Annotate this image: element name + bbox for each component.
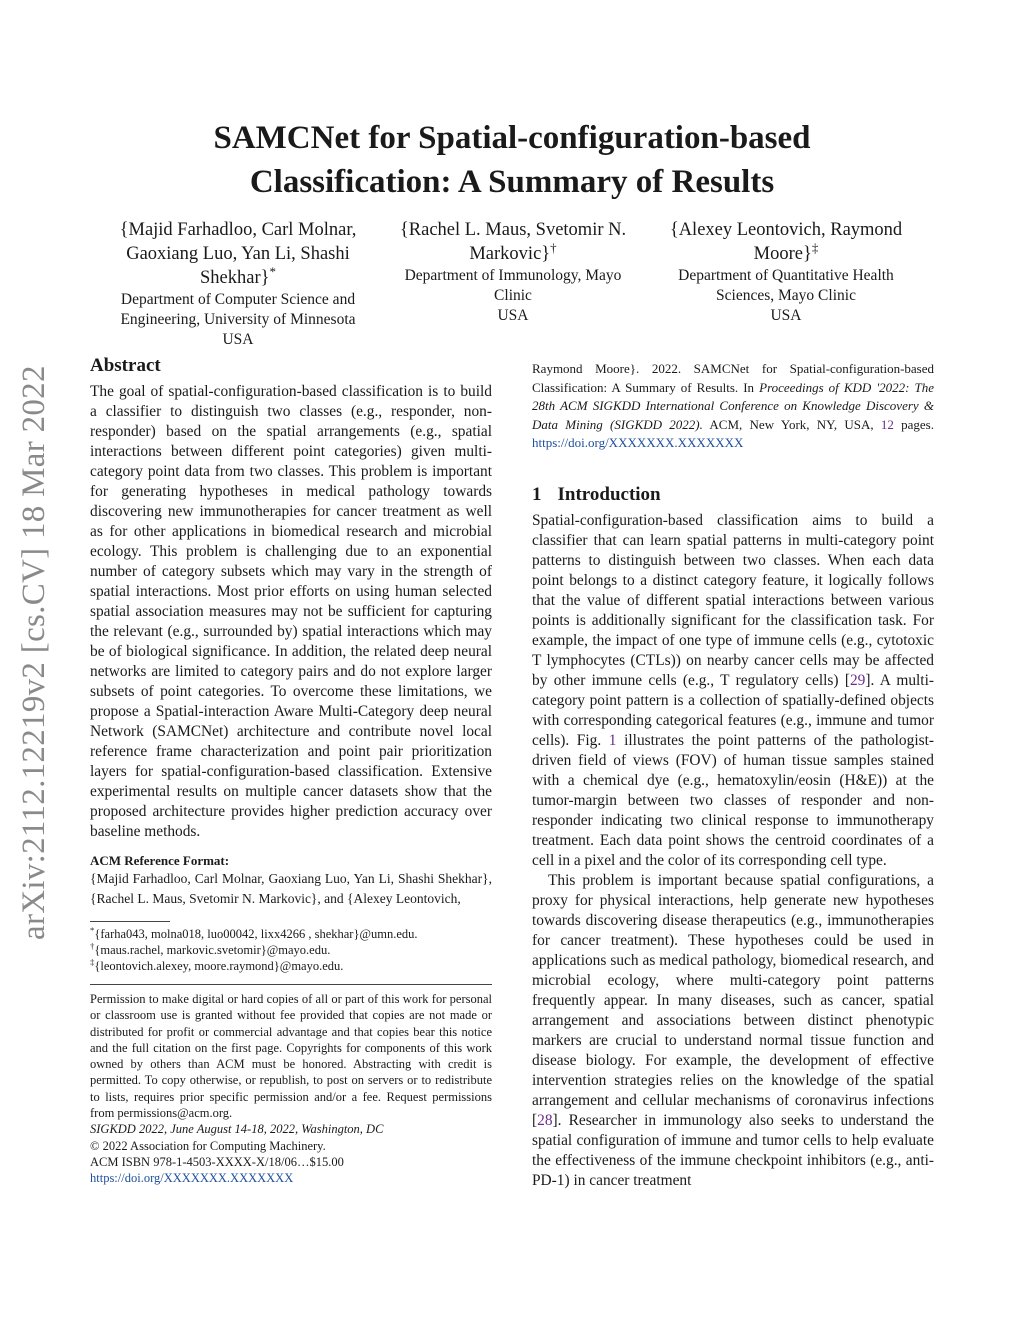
title-line-2: Classification: A Summary of Results [249,164,775,200]
footnote-divider [90,921,170,922]
author-block-3 [648,218,924,326]
pages-count[interactable]: 12 [880,416,894,432]
intro-paragraph-2: This problem is important because spatial configurations, a proxy for physical interactions, help generate new hypotheses towards discovering disease therapeutics (e.g., immunotherapies for cancer treatment). These hypotheses could be used in applications such as medical pathology, biomedical research, and microbial ecology, where multi-category point patterns frequently appear. In many diseases, such as cancer, spatial arrangement and associations between distinct phenotypic markers are crucial to understand normal tissue function and disease biology. For example, the development of effective intervention strategies relies on the knowledge of the spatial arrangement and cellular mechanisms of coronavirus infections [28]. Researcher in immunology also seeks to understand the spatial configuration of immune and tumor cells to help evaluate the effectiveness of the immune checkpoint inhibitors (e.g., anti-PD-1) in cancer treatment [532,871,934,1189]
venue: Proceedings of KDD '2022: The 28th ACM SIGKDD International Conference on Knowledge Discovery & Data Mining (SIGKDD 2022). [532,379,935,432]
intro-paragraph-1: Spatial-configuration-based classification aims to build a classifier that can learn spatial patterns in multi-category point patterns to distinguish between two classes. When each data point belongs to a distinct category feature, it logically follows that the value of different spatial interactions between various points is additionally significant for the classification task. For example, the impact of one type of immune cells (e.g., cytotoxic T lymphocytes (CTLs)) on nearby cancer cells may be affected by other immune cells (e.g., T regulatory cells) [29]. A multi-category point pattern is a collection of spatially-defined objects with corresponding categorical features (e.g., immune and tumor cells). Fig. 1 illustrates the point patterns of the pathologist-driven field of views (FOV) of human tissue samples stained with a chemical dye (e.g., hematoxylin/eosin (H&E)) at the tumor-margin between two classes of responder and non-responder indicating two clinical response to immunotherapy treatment. Each data point shows the centroid coordinates of a cell in a pixel and the color of its corresponding cell type. [532,511,934,869]
permission-text: Permission to make digital or hard copies of all or part of this work for personal or classroom use is granted without fee provided that copies are not made or distributed for profit or commercial advantage and that copies bear this notice and the full citation on the first page. Copyrights for components of this work owned by others than ACM must be honored. Abstracting with credit is permitted. To copy otherwise, or republish, to post on servers or to redistribute to lists, requires prior specific permission and/or a fee. Request permissions from permissions@acm.org. [90,992,492,1121]
footnote-1: *{farha043, molna018, luo00042, lixx4266 , shekhar}@umn.edu. [90,924,418,941]
paper-title [0,116,1024,204]
abstract-heading: Abstract [90,355,161,376]
permission-block [90,991,492,1187]
author-block-2 [378,218,648,326]
figure-link[interactable]: 1 [608,731,617,749]
abstract-text: The goal of spatial-configuration-based classification is to build a classifier to distinguish two classes (e.g., responder, non-responder) based on the spatial arrangements (e.g., spatial interactions between different point categories) given multi-category point data from two classes. This problem is important for generating hypotheses in medical pathology towards discovering new immunotherapies for cancer treatment as well as for other applications in biomedical research and microbial ecology. This problem is challenging due to an exponential number of category subsets which may vary in the strength of spatial interactions. Most prior efforts on using human selected spatial association measures may not be sufficient for capturing the relevant (e.g., surrounded by) spatial interactions which may be of biological significance. In addition, the related deep neural networks are limited to category pairs and do not explore larger subsets of point categories. To overcome these limitations, we propose a Spatial-interaction Aware Multi-Category deep neural Network (SAMCNet) architecture and contribute novel local reference frame characterization and point pair prioritization layers for spatial-configuration-based classification. Extensive experimental results on multiple cancer datasets show that the proposed architecture provides higher prediction accuracy over baseline methods. [90,383,492,840]
right-column [532,360,934,1191]
arxiv-stamp: arXiv:2112.12219v2 [cs.CV] 18 Mar 2022 [16,365,52,940]
permission-divider [90,984,492,985]
reference-doi-link[interactable]: https://doi.org/XXXXXXX.XXXXXXX [532,435,744,450]
citation-link[interactable]: 29 [849,671,866,689]
author-names: {Rachel L. Maus, Svetomir N. Markovic}† [399,220,627,264]
author-affiliation: Department of Computer Science and Engineering, University of Minnesota USA [120,291,356,348]
citation-link[interactable]: 28 [537,1111,553,1129]
isbn-line: ACM ISBN 978-1-4503-XXXX-X/18/06…$15.00 [90,1154,344,1169]
conference-info: SIGKDD 2022, June August 14-18, 2022, Washington, DC [90,1122,384,1137]
author-affiliation: Department of Quantitative Health Sciences, Mayo Clinic USA [678,267,894,324]
author-block-1 [98,218,378,350]
left-column [90,354,492,1187]
acm-reference [90,852,492,909]
author-affiliation: Department of Immunology, Mayo Clinic USA [404,267,622,324]
doi-link[interactable]: https://doi.org/XXXXXXX.XXXXXXX [90,1171,294,1186]
author-names: {Majid Farhadloo, Carl Molnar, Gaoxiang Luo, Yan Li, Shashi Shekhar}* [119,220,357,288]
acm-reference-continued: Raymond Moore}. 2022. SAMCNet for Spatial-configuration-based Classification: A Summary of Results. In Proceedings of KDD '2022: The 28th ACM SIGKDD International Conference on Knowledge Discovery & Data Mining (SIGKDD 2022). ACM, New York, NY, USA, 12 pages. https://doi.org/XXXXXXX.XXXXXXX [532,361,935,450]
title-line-1: SAMCNet for Spatial-configuration-based [213,120,811,156]
author-names: {Alexey Leontovich, Raymond Moore}‡ [669,220,903,264]
footnote-3: ‡{leontovich.alexey, moore.raymond}@mayo.edu. [90,956,344,973]
acm-reference-text: {Majid Farhadloo, Carl Molnar, Gaoxiang Luo, Yan Li, Shashi Shekhar}, {Rachel L. Maus, Svetomir N. Markovic}, and {Alexey Leontovich, [90,871,492,906]
section-heading-introduction: 1 Introduction [532,483,661,505]
copyright-line: © 2022 Association for Computing Machinery. [90,1138,326,1153]
acm-reference-heading: ACM Reference Format: [90,853,230,868]
footnotes [90,926,492,974]
footnote-2: †{maus.rachel, markovic.svetomir}@mayo.edu. [90,940,331,957]
